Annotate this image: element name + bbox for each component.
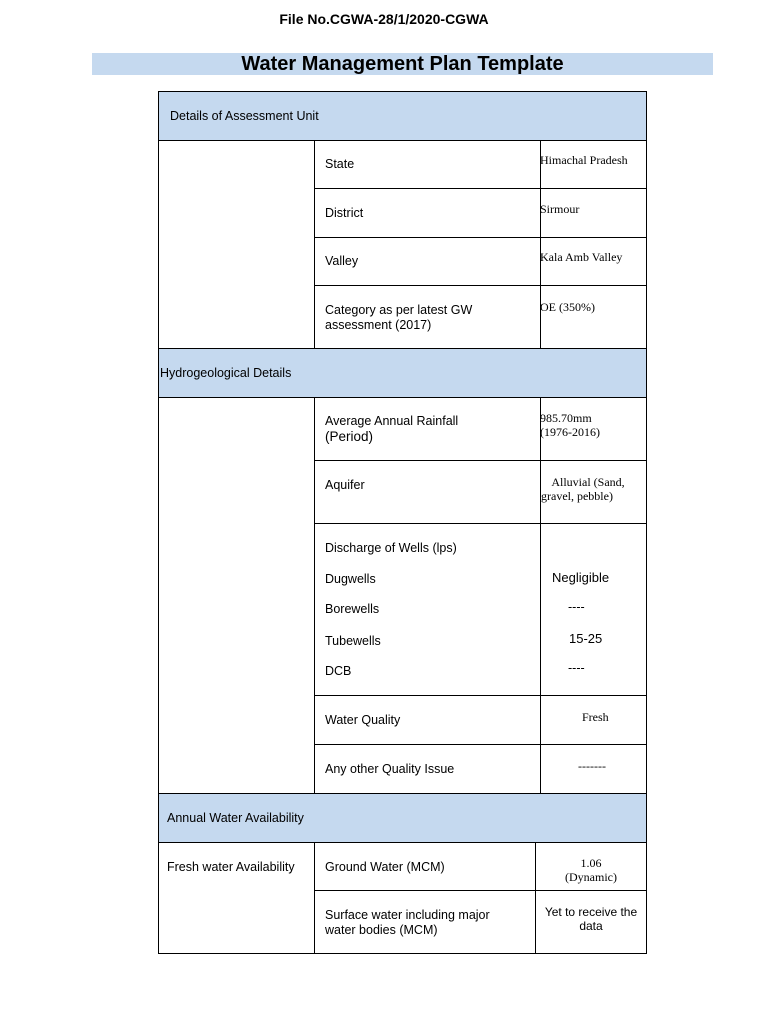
- dcb-label: DCB: [325, 664, 352, 678]
- borewells-value: ----: [568, 600, 585, 614]
- district-label: District: [325, 206, 364, 220]
- aquifer-value-line-1: Alluvial (Sand,: [551, 475, 625, 489]
- row-line: [314, 695, 647, 696]
- rainfall-value-line-1: 985.70mm: [540, 411, 592, 425]
- col-divider-1: [314, 140, 315, 349]
- row-line: [314, 523, 647, 524]
- ground-water-value-line-1: 1.06: [580, 856, 602, 870]
- fresh-water-label: Fresh water Availability: [167, 860, 295, 874]
- rainfall-value-line-2: (1976-2016): [540, 425, 600, 439]
- row-line: [314, 237, 647, 238]
- ground-water-value-line-2: (Dynamic): [565, 870, 617, 884]
- discharge-label: Discharge of Wells (lps): [325, 541, 457, 555]
- aquifer-value-line-2: gravel, pebble): [541, 489, 613, 503]
- dugwells-label: Dugwells: [325, 572, 376, 586]
- other-quality-value: -------: [578, 759, 606, 773]
- file-number: File No.CGWA-28/1/2020-CGWA: [279, 11, 489, 27]
- row-line: [158, 397, 647, 398]
- water-quality-label: Water Quality: [325, 713, 401, 727]
- row-line: [314, 890, 647, 891]
- tubewells-label: Tubewells: [325, 634, 381, 648]
- valley-label: Valley: [325, 254, 359, 268]
- other-quality-label: Any other Quality Issue: [325, 762, 455, 776]
- category-value: OE (350%): [540, 300, 595, 314]
- section-heading-availability: Annual Water Availability: [167, 811, 304, 825]
- category-label-line-1: Category as per latest GW: [325, 303, 473, 317]
- surface-water-label-line-1: Surface water including major: [325, 908, 490, 922]
- category-label-line-2: assessment (2017): [325, 318, 432, 332]
- table-border-left: [158, 91, 159, 954]
- valley-value: Kala Amb Valley: [540, 250, 623, 264]
- dcb-value: ----: [568, 661, 585, 675]
- borewells-label: Borewells: [325, 602, 380, 616]
- surface-water-value-line-1: Yet to receive the: [544, 905, 638, 919]
- row-line: [158, 953, 647, 954]
- section-heading-hydro: Hydrogeological Details: [160, 366, 292, 380]
- row-line: [314, 285, 647, 286]
- col-divider-2b: [540, 397, 541, 794]
- surface-water-label-line-2: water bodies (MCM): [325, 923, 438, 937]
- page-title: Water Management Plan Template: [241, 53, 564, 75]
- row-line: [314, 460, 647, 461]
- row-line: [314, 744, 647, 745]
- aquifer-label: Aquifer: [325, 478, 365, 492]
- col-divider-1c: [314, 842, 315, 954]
- row-line: [158, 842, 647, 843]
- surface-water-value-line-2: data: [579, 919, 603, 933]
- rainfall-period: (Period): [325, 429, 374, 444]
- col-divider-1b: [314, 397, 315, 794]
- ground-water-label: Ground Water (MCM): [325, 860, 445, 874]
- row-line: [158, 793, 647, 794]
- dugwells-value: Negligible: [552, 570, 610, 585]
- tubewells-value: 15-25: [569, 631, 603, 646]
- state-label: State: [325, 157, 355, 171]
- row-line: [158, 348, 647, 349]
- row-line: [158, 91, 647, 92]
- state-value: Himachal Pradesh: [540, 153, 628, 167]
- col-divider-2: [540, 140, 541, 349]
- water-quality-value: Fresh: [582, 710, 609, 724]
- rainfall-label: Average Annual Rainfall: [325, 414, 459, 428]
- row-line: [314, 188, 647, 189]
- district-value: Sirmour: [540, 202, 580, 216]
- section-heading-assessment: Details of Assessment Unit: [170, 109, 319, 123]
- row-line: [158, 140, 647, 141]
